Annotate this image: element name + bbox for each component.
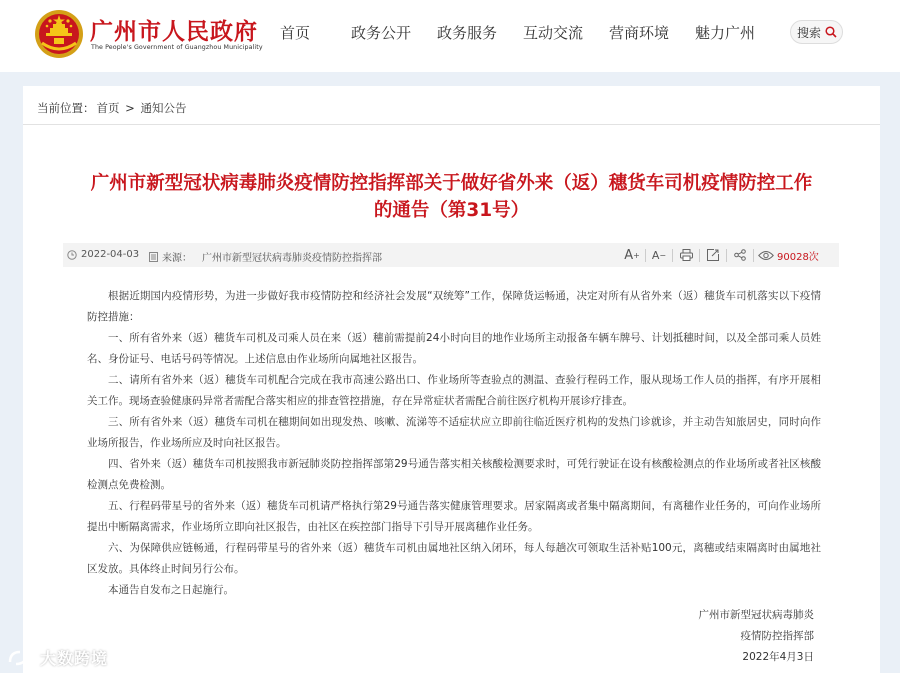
breadcrumb-separator: > [125, 101, 135, 115]
article-tools [619, 246, 819, 264]
view-count [758, 248, 819, 263]
signature-date: 2022年4月3日 [742, 651, 814, 663]
national-emblem-logo[interactable] [34, 9, 84, 59]
share-button[interactable] [727, 246, 753, 264]
share-icon [734, 249, 746, 261]
tool-divider [753, 249, 754, 262]
article-date-text: 2022-04-03 [81, 249, 140, 260]
signature-org-line2: 疫情防控指挥部 [740, 630, 814, 642]
article-paragraph: 本通告自发布之日起施行。 [108, 584, 234, 596]
export-icon [707, 249, 719, 261]
watermark-text: 大数跨境 [40, 649, 109, 668]
search-label: 搜索 [797, 25, 822, 40]
nav-item-interaction[interactable]: 互动交流 [522, 24, 583, 42]
nav-item-home[interactable]: 首页 [280, 24, 311, 42]
nav-item-charm[interactable]: 魅力广州 [694, 24, 755, 42]
site-brand-name[interactable]: 广州市人民政府 [90, 19, 258, 45]
watermark [6, 646, 108, 669]
article-paragraph: 一、所有省外来（返）穗货车司机及司乘人员在来（返）穗前需提前24小时向目的地作业场所主动报备车辆车牌号、计划抵穗时间，以及全部司乘人员姓名、身份证号、电话号码等情况。上述信息由作业场所向属地社区报告。 [87, 332, 821, 365]
font-increase-button[interactable]: A + [624, 247, 640, 263]
breadcrumb-prefix: 当前位置： [37, 101, 95, 115]
article-paragraph: 二、请所有省外来（返）穗货车司机配合完成在我市高速公路出口、作业场所等查验点的测温、查验行程码工作，服从现场工作人员的指挥，有序开展相关工作。现场查验健康码异常者需配合落实相应的排查管控措施，存在异常症状者需配合前往医疗机构开展诊疗排查。 [87, 374, 821, 407]
font-decrease-button[interactable]: A − [651, 248, 667, 262]
nav-item-government-affairs[interactable]: 政务公开 [350, 24, 411, 42]
view-count-text: 90028次 [777, 251, 819, 263]
document-icon [149, 252, 158, 262]
article-paragraph: 三、所有省外来（返）穗货车司机在穗期间如出现发热、咳嗽、流涕等不适症状应立即前往临近医疗机构的发热门诊就诊，并主动告知旅居史，同时向作业场所报告，作业场所应及时向社区报告。 [87, 416, 821, 449]
article-paragraph: 根据近期国内疫情形势，为进一步做好我市疫情防控和经济社会发展“双统筹”工作，保障货运畅通，决定对所有从省外来（返）穗货车司机落实以下疫情防控措施： [87, 290, 821, 323]
article-paragraph: 六、为保障供应链畅通，行程码带星号的省外来（返）穗货车司机由属地社区纳入闭环，每人每趟次可领取生活补贴100元，离穗或结束隔离时由属地社区发放。具体终止时间另行公布。 [87, 542, 821, 575]
print-button[interactable] [673, 246, 699, 264]
printer-icon [680, 249, 693, 261]
nav-item-services[interactable]: 政务服务 [436, 24, 497, 42]
save-button[interactable] [700, 246, 726, 264]
breadcrumb [37, 100, 188, 116]
font-increase-label: A [624, 247, 634, 263]
site-brand-english: The People's Government of Guangzhou Municipality [91, 44, 263, 51]
nav-item-business[interactable]: 营商环境 [608, 24, 669, 42]
article-paragraph: 四、省外来（返）穗货车司机按照我市新冠肺炎防控指挥部第29号通告落实相关核酸检测要求时，可凭行驶证在设有核酸检测点的作业场所或者社区核酸检测点免费检测。 [87, 458, 821, 491]
article-source-text: 广州市新型冠状病毒肺炎疫情防控指挥部 [202, 253, 382, 264]
watermark-logo-icon [6, 648, 36, 668]
article-meta-bar [63, 243, 839, 267]
article-source [149, 249, 382, 264]
article-date [67, 249, 139, 260]
search-icon [825, 26, 837, 38]
main-nav [280, 22, 768, 43]
breadcrumb-section[interactable]: 通知公告 [140, 101, 187, 115]
clock-icon [67, 250, 77, 260]
breadcrumb-home[interactable]: 首页 [96, 101, 120, 115]
signature-org-line1: 广州市新型冠状病毒肺炎 [698, 609, 814, 621]
site-header [0, 0, 900, 72]
article-title: 广州市新型冠状病毒肺炎疫情防控指挥部关于做好省外来（返）穗货车司机疫情防控工作的通告（第31号） [90, 173, 813, 221]
article-paragraph: 五、行程码带星号的省外来（返）穗货车司机请严格执行第29号通告落实健康管理要求。居家隔离或者集中隔离期间，有离穗作业任务的，可向作业场所提出中断隔离需求，作业场所立即向社区报告，由社区在疾控部门指导下引导开展离穗作业任务。 [87, 500, 821, 533]
font-decrease-label: A [651, 248, 660, 262]
search-button[interactable] [790, 20, 843, 44]
article-body [87, 286, 821, 601]
article-card [23, 86, 880, 673]
article-signature [614, 605, 814, 668]
article-source-label: 来源： [162, 253, 192, 264]
breadcrumb-divider [23, 124, 880, 125]
eye-icon [758, 250, 774, 261]
